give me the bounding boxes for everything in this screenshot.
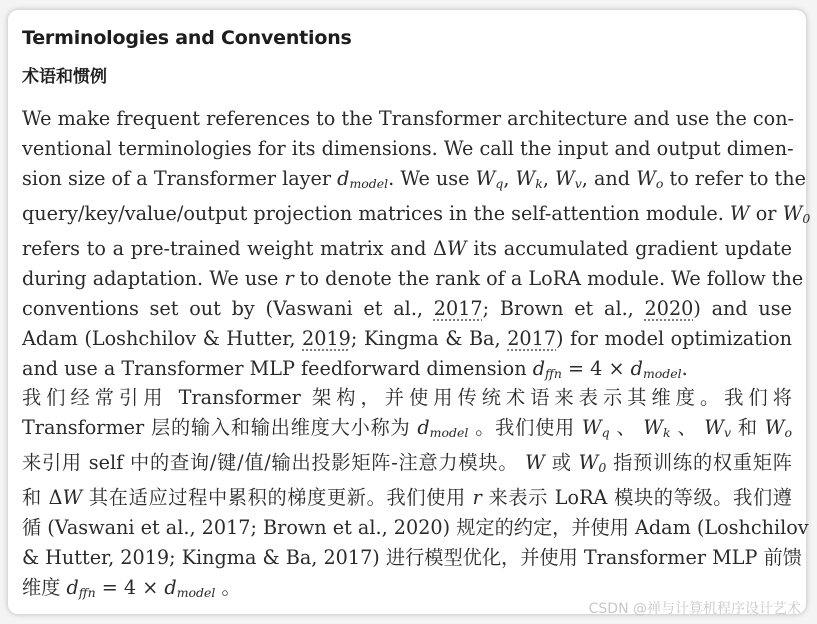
english-line: query/key/value/output projection matrices in the self-attention module. W or $W_0$	[22, 202, 811, 227]
chinese-paragraph	[22, 383, 809, 608]
chinese-line: 和 ΔW 其在适应过程中累积的梯度更新。我们使用 r 来表示 LoRA 模块的等级。我们遵	[22, 486, 792, 510]
heading-english: Terminologies and Conventions	[22, 27, 352, 49]
english-line: ventional terminologies for its dimensions. We call the input and output dimen-	[22, 137, 794, 160]
english-line: conventions set out by (Vaswani et al., 2017; Brown et al., 2020) and use	[22, 297, 792, 321]
chinese-line: 我们经常引用 Transformer 架构，并使用传统术语来表示其维度。我们将	[22, 386, 792, 409]
heading-chinese: 术语和惯例	[22, 67, 107, 87]
english-line: We make frequent references to the Transformer architecture and use the con-	[22, 107, 795, 130]
english-line: sion size of a Transformer layer $d_{model}$. We use $W_q$, $W_k$, $W_v$, and $W_o$ to refer to the	[22, 167, 806, 192]
watermark: CSDN @禅与计算机程序设计艺术	[588, 601, 801, 617]
chinese-line: 维度 $d_{ffn} = 4 \times d_{model}$ 。	[22, 576, 241, 601]
chinese-line: Transformer 层的输入和输出维度大小称为 $d_{model}$ 。我们使用 $W_q$ 、 $W_k$ 、 $W_v$ 和 $W_o$	[22, 416, 793, 441]
english-line: during adaptation. We use r to denote the rank of a LoRA module. We follow the	[22, 267, 804, 291]
chinese-line: 循 (Vaswani et al., 2017; Brown et al., 2020) 规定的约定，并使用 Adam (Loshchilov	[22, 516, 809, 540]
chinese-line: & Hutter, 2019; Kingma & Ba, 2017) 进行模型优化，并使用 Transformer MLP 前馈	[22, 546, 802, 570]
english-line: refers to a pre-trained weight matrix and ΔW its accumulated gradient update	[22, 237, 792, 261]
english-line: Adam (Loshchilov & Hutter, 2019; Kingma & Ba, 2017) for model optimization	[22, 327, 792, 351]
english-paragraph	[22, 104, 811, 389]
english-line: and use a Transformer MLP feedforward dimension $d_{ffn} = 4 \times d_{model}$.	[22, 357, 688, 382]
chinese-line: 来引用 self 中的查询/键/值/输出投影矩阵-注意力模块。 W 或 $W_0$ 指预训练的权重矩阵	[22, 451, 792, 476]
